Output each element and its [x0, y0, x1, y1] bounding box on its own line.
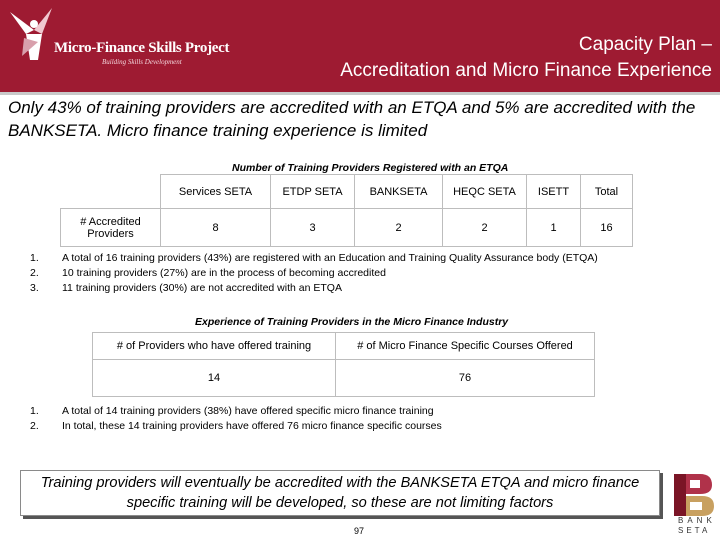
page-number: 97: [354, 526, 365, 536]
row-label: # Accredited Providers: [61, 209, 161, 247]
item-text: A total of 16 training providers (43%) are registered with an Education and Training Quality Assurance body (ETQA): [62, 252, 598, 264]
item-number: 2.: [30, 267, 39, 279]
empty-corner-cell: [61, 175, 161, 209]
table1-caption: Number of Training Providers Registered with an ETQA: [232, 162, 509, 174]
item-number: 1.: [30, 405, 39, 417]
table-cell: 2: [443, 209, 527, 247]
micro-finance-logo: [4, 4, 230, 82]
table-header-row: [93, 333, 595, 360]
etqa-table: [60, 174, 633, 247]
header-bar: [0, 0, 720, 92]
bankseta-logo: [668, 470, 720, 540]
intro-text: Only 43% of training providers are accredited with an ETQA and 5% are accredited with the BANKSETA. Micro finance training experience is limited: [8, 98, 696, 140]
table-cell: 2: [355, 209, 443, 247]
page-title: [340, 32, 712, 84]
column-header: ETDP SETA: [271, 175, 355, 209]
logo-subtext: Building Skills Development: [102, 58, 182, 66]
item-text: A total of 14 training providers (38%) have offered specific micro finance training: [62, 405, 434, 417]
list-item: [30, 266, 598, 281]
table-cell: 3: [271, 209, 355, 247]
item-number: 1.: [30, 252, 39, 264]
logo-text: Micro-Finance Skills Project: [54, 40, 230, 56]
bank-logo-word: BANK: [678, 516, 716, 525]
column-header: # of Providers who have offered training: [93, 333, 336, 360]
experience-table: [92, 332, 595, 397]
column-header: HEQC SETA: [443, 175, 527, 209]
table-cell: 16: [581, 209, 633, 247]
column-header: Services SETA: [161, 175, 271, 209]
title-line-1: Capacity Plan –: [578, 34, 712, 55]
list-item: [30, 251, 598, 266]
experience-notes: [30, 404, 442, 434]
table-row: [93, 360, 595, 397]
title-line-2: Accreditation and Micro Finance Experience: [340, 60, 712, 81]
table2-caption: Experience of Training Providers in the Micro Finance Industry: [195, 316, 509, 328]
table-cell: 1: [527, 209, 581, 247]
column-header: # of Micro Finance Specific Courses Offered: [336, 333, 595, 360]
column-header: ISETT: [527, 175, 581, 209]
header-divider: [0, 92, 720, 95]
table-cell: 14: [93, 360, 336, 397]
bankseta-b-icon: [672, 472, 716, 518]
column-header: Total: [581, 175, 633, 209]
item-text: In total, these 14 training providers have offered 76 micro finance specific courses: [62, 420, 442, 432]
item-text: 10 training providers (27%) are in the process of becoming accredited: [62, 267, 386, 279]
seta-logo-word: SETA: [678, 526, 711, 535]
conclusion-callout: Training providers will eventually be accredited with the BANKSETA ETQA and micro finance specific training will be developed, so these are not limiting factors: [20, 470, 660, 516]
item-text: 11 training providers (30%) are not accredited with an ETQA: [62, 282, 342, 294]
item-number: 2.: [30, 420, 39, 432]
table-cell: 8: [161, 209, 271, 247]
list-item: [30, 281, 598, 296]
table-cell: 76: [336, 360, 595, 397]
column-header: BANKSETA: [355, 175, 443, 209]
list-item: [30, 419, 442, 434]
list-item: [30, 404, 442, 419]
table-row: [61, 209, 633, 247]
table-header-row: [61, 175, 633, 209]
item-number: 3.: [30, 282, 39, 294]
accreditation-notes: [30, 251, 598, 296]
